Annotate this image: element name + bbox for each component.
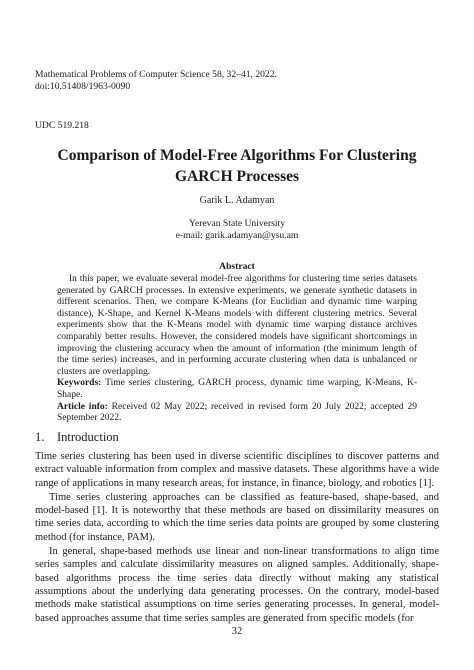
doi: doi:10.51408/1963-0090 — [35, 81, 131, 92]
email: e-mail: garik.adamyan@ysu.am — [175, 229, 299, 241]
paper-title — [20, 145, 454, 187]
keywords-text: Time series clustering, GARCH process, dynamic time warping, K-Means, K-Shape. — [57, 378, 417, 400]
abstract-text: In this paper, we evaluate several model-free algorithms for clustering time series datasets generated by GARCH processes. In extensive experiments, we generate synthetic datasets in different scenarios. Then, we compare K-Means (for Euclidian and dynamic time warping distance), K-Shape, and Kernel K-Means models with different clustering metrics. Several experiments show that the K-Means model with dynamic time warping distance archives comparably better results. However, the considered models have significant shortcomings in improving the clustering accuracy when the amount of information (the minimum length of the time series) increases, and in performing accurate clustering when data is unbalanced or clusters are overlapping. — [57, 274, 417, 377]
journal-header — [35, 69, 335, 93]
author-name: Garik L. Adamyan — [199, 195, 275, 206]
paragraph: Time series clustering has been used in diverse scientific disciplines to discover patterns and extract valuable information from complex and massive datasets. These algorithms have a wide range of applications in many research areas, for instance, in finance, biology, and robotics [1]. — [35, 451, 439, 489]
abstract-block — [57, 274, 417, 425]
affiliation — [0, 218, 474, 241]
article-info-label: Article info: — [57, 401, 108, 412]
section-title: Introduction — [57, 430, 119, 444]
paragraph: Time series clustering approaches can be classified as feature-based, shape-based, and model-based [1]. It is noteworthy that these methods are based on dissimilarity measures on time series data, according to which the time series data points are grouped by some clustering method (for instance, PAM). — [35, 491, 439, 543]
article-info — [57, 402, 417, 425]
title-line-2: GARCH Processes — [174, 168, 300, 185]
udc-code: UDC 519.218 — [35, 120, 89, 131]
page-number: 32 — [231, 626, 243, 637]
body-text — [35, 450, 439, 626]
keywords — [57, 378, 417, 401]
institution: Yerevan State University — [188, 218, 285, 229]
section-heading — [35, 430, 119, 445]
section-number: 1. — [35, 430, 45, 444]
abstract-heading: Abstract — [219, 261, 255, 272]
title-line-1: Comparison of Model-Free Algorithms For Clustering — [57, 147, 417, 164]
article-info-text: Received 02 May 2022; received in revised form 20 July 2022; accepted 29 September 2022. — [57, 401, 417, 424]
journal-citation: Mathematical Problems of Computer Science 58, 32–41, 2022. — [35, 69, 277, 80]
paragraph: In general, shape-based methods use linear and non-linear transformations to align time series samples and calculate dissimilarity measures on aligned samples. Additionally, shape-based algorithms process the time series data directly without making any statistical assumptions about the underlying data generating processes. On the contrary, model-based methods make statistical assumptions on time series generating processes. In general, model-based approaches assume that time series samples are generated from specific models (for — [35, 546, 439, 624]
keywords-label: Keywords: — [57, 378, 102, 389]
